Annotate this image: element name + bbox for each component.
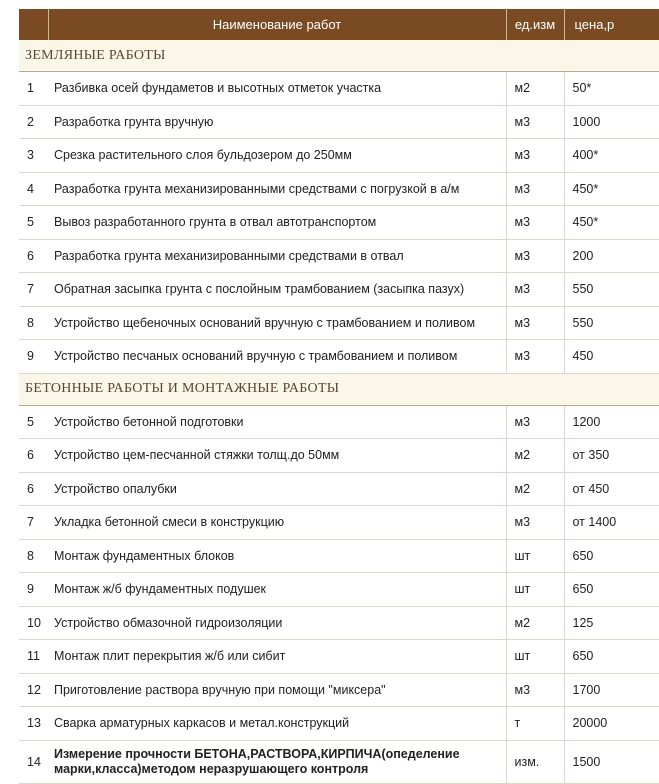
row-price: 400* <box>564 139 659 173</box>
table-row <box>19 72 659 106</box>
row-number: 5 <box>19 206 48 240</box>
row-name: Монтаж ж/б фундаментных подушек <box>48 573 506 607</box>
section-header <box>19 40 659 72</box>
row-price: 550 <box>564 306 659 340</box>
table-header-row <box>19 9 659 40</box>
row-price: 1200 <box>564 405 659 439</box>
table-row <box>19 239 659 273</box>
row-name: Срезка растительного слоя бульдозером до 250мм <box>48 139 506 173</box>
row-unit: м3 <box>506 206 564 240</box>
row-number: 7 <box>19 506 48 540</box>
row-price: 450* <box>564 206 659 240</box>
table-row <box>19 707 659 741</box>
row-number: 9 <box>19 340 48 374</box>
table-row <box>19 673 659 707</box>
row-unit: м2 <box>506 72 564 106</box>
table-row <box>19 472 659 506</box>
row-number: 2 <box>19 105 48 139</box>
table-row <box>19 573 659 607</box>
row-number: 10 <box>19 606 48 640</box>
row-unit: м2 <box>506 472 564 506</box>
row-number: 11 <box>19 640 48 674</box>
row-name: Приготовление раствора вручную при помощи "миксера" <box>48 673 506 707</box>
row-number: 5 <box>19 405 48 439</box>
row-unit: м3 <box>506 172 564 206</box>
row-price: 650 <box>564 573 659 607</box>
row-unit: м3 <box>506 306 564 340</box>
table-row <box>19 340 659 374</box>
row-unit: т <box>506 707 564 741</box>
row-price: от 1400 <box>564 506 659 540</box>
price-table <box>19 9 659 784</box>
row-number: 4 <box>19 172 48 206</box>
row-number: 6 <box>19 439 48 473</box>
row-price: 125 <box>564 606 659 640</box>
table-row <box>19 640 659 674</box>
row-name: Устройство бетонной подготовки <box>48 405 506 439</box>
row-unit: шт <box>506 573 564 607</box>
header-num <box>19 9 48 40</box>
section-title: ЗЕМЛЯНЫЕ РАБОТЫ <box>19 40 659 72</box>
row-price: 50* <box>564 72 659 106</box>
row-unit: м3 <box>506 673 564 707</box>
row-name: Устройство обмазочной гидроизоляции <box>48 606 506 640</box>
price-list <box>19 9 659 784</box>
table-row <box>19 206 659 240</box>
row-unit: шт <box>506 539 564 573</box>
row-unit: м3 <box>506 139 564 173</box>
row-price: 650 <box>564 539 659 573</box>
row-name: Обратная засыпка грунта с послойным трамбованием (засыпка пазух) <box>48 273 506 307</box>
row-name: Устройство цем-песчанной стяжки толщ.до 50мм <box>48 439 506 473</box>
row-number: 1 <box>19 72 48 106</box>
table-row <box>19 139 659 173</box>
row-price: 1500 <box>564 740 659 783</box>
row-number: 7 <box>19 273 48 307</box>
row-name: Устройство опалубки <box>48 472 506 506</box>
row-price: от 450 <box>564 472 659 506</box>
row-name: Устройство песчаных оснований вручную с трамбованием и поливом <box>48 340 506 374</box>
row-number: 6 <box>19 472 48 506</box>
table-row <box>19 273 659 307</box>
table-row <box>19 105 659 139</box>
row-price: от 350 <box>564 439 659 473</box>
row-name: Измерение прочности БЕТОНА,РАСТВОРА,КИРПИЧА(опеделение марки,класса)методом неразрушающего контроля <box>48 740 506 783</box>
section-header <box>19 373 659 405</box>
row-price: 1000 <box>564 105 659 139</box>
table-row <box>19 506 659 540</box>
header-price: цена,р <box>564 9 659 40</box>
row-name: Разработка грунта механизированными средствами с погрузкой в а/м <box>48 172 506 206</box>
table-row <box>19 306 659 340</box>
header-unit: ед.изм <box>506 9 564 40</box>
row-name: Сварка арматурных каркасов и метал.конструкций <box>48 707 506 741</box>
row-name: Вывоз разработанного грунта в отвал автотранспортом <box>48 206 506 240</box>
table-row <box>19 740 659 783</box>
row-unit: м2 <box>506 439 564 473</box>
table-row <box>19 539 659 573</box>
row-name: Монтаж плит перекрытия ж/б или сибит <box>48 640 506 674</box>
table-row <box>19 439 659 473</box>
row-number: 8 <box>19 539 48 573</box>
row-number: 9 <box>19 573 48 607</box>
row-name: Разработка грунта вручную <box>48 105 506 139</box>
row-price: 200 <box>564 239 659 273</box>
row-name: Укладка бетонной смеси в конструкцию <box>48 506 506 540</box>
row-name: Разбивка осей фундаметов и высотных отметок участка <box>48 72 506 106</box>
row-price: 650 <box>564 640 659 674</box>
header-name: Наименование работ <box>48 9 506 40</box>
row-number: 14 <box>19 740 48 783</box>
row-unit: м2 <box>506 606 564 640</box>
row-price: 450* <box>564 172 659 206</box>
row-price: 550 <box>564 273 659 307</box>
table-body <box>19 40 659 783</box>
row-unit: шт <box>506 640 564 674</box>
row-unit: м3 <box>506 405 564 439</box>
row-number: 6 <box>19 239 48 273</box>
row-number: 3 <box>19 139 48 173</box>
row-unit: м3 <box>506 340 564 374</box>
row-name: Устройство щебеночных оснований вручную с трамбованием и поливом <box>48 306 506 340</box>
table-row <box>19 606 659 640</box>
row-price: 450 <box>564 340 659 374</box>
row-unit: м3 <box>506 506 564 540</box>
row-price: 20000 <box>564 707 659 741</box>
row-unit: изм. <box>506 740 564 783</box>
table-row <box>19 405 659 439</box>
row-number: 12 <box>19 673 48 707</box>
row-number: 8 <box>19 306 48 340</box>
row-name: Разработка грунта механизированными средствами в отвал <box>48 239 506 273</box>
row-name: Монтаж фундаментных блоков <box>48 539 506 573</box>
section-title: БЕТОННЫЕ РАБОТЫ И МОНТАЖНЫЕ РАБОТЫ <box>19 373 659 405</box>
table-row <box>19 172 659 206</box>
row-unit: м3 <box>506 105 564 139</box>
row-number: 13 <box>19 707 48 741</box>
row-unit: м3 <box>506 239 564 273</box>
row-price: 1700 <box>564 673 659 707</box>
row-unit: м3 <box>506 273 564 307</box>
